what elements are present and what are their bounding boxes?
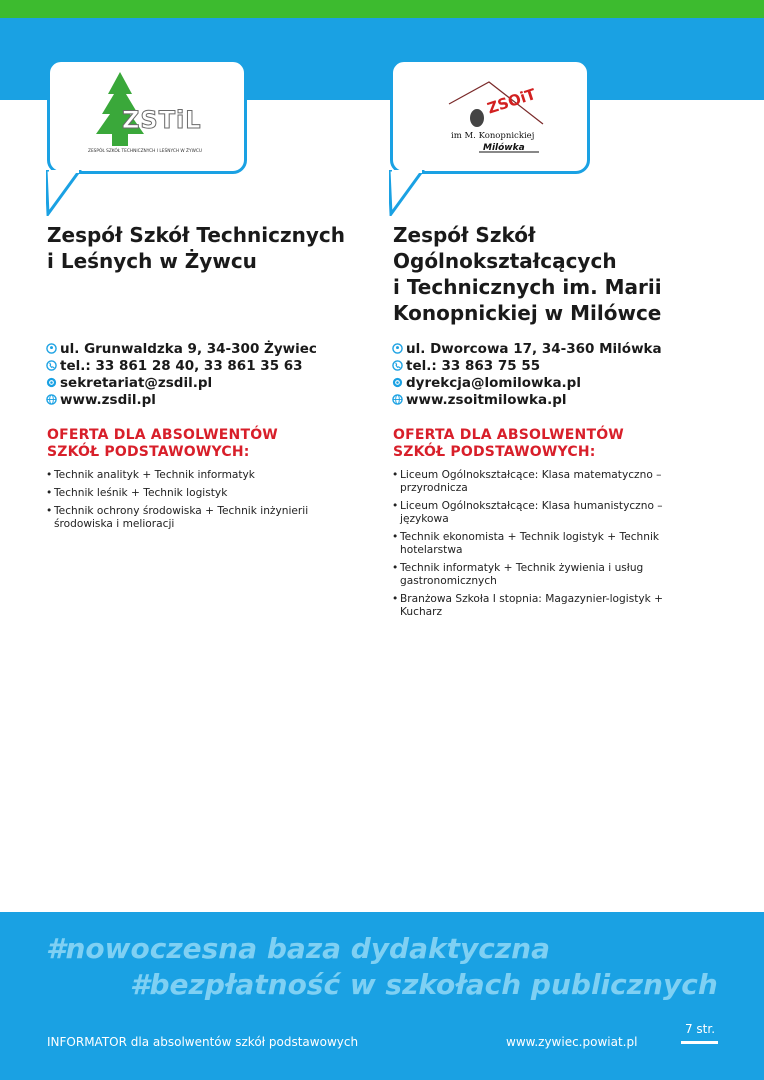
school-name-line: Konopnickiej w Milówce (393, 301, 662, 325)
zsoit-logo-line2: Milówka (483, 143, 525, 153)
portrait-icon (470, 109, 484, 127)
phone-text: tel.: 33 863 75 55 (406, 358, 541, 374)
globe-icon (46, 394, 57, 405)
contacts-right (392, 341, 662, 409)
offer-list-left (46, 469, 346, 536)
school-name-left (47, 222, 345, 274)
logo-bubble-right (390, 59, 590, 174)
footer-url-link[interactable]: www.zywiec.powiat.pl (506, 1035, 638, 1049)
location-pin-icon (392, 343, 403, 354)
list-item: • Liceum Ogólnokształcące: Klasa matematyczno – przyrodnicza (392, 469, 712, 495)
list-item: • Technik informatyk + Technik żywienia i usług gastronomicznych (392, 562, 712, 588)
offer-title-right (393, 427, 624, 461)
offer-title-line: SZKÓŁ PODSTAWOWYCH: (47, 444, 250, 460)
globe-icon (392, 394, 403, 405)
zsoit-logo-text: ZSOiT (485, 84, 538, 118)
email-icon (46, 377, 57, 388)
list-item: • Technik analityk + Technik informatyk (46, 469, 346, 482)
list-item: • Technik ochrony środowiska + Technik inżynierii środowiska i melioracji (46, 505, 346, 531)
offer-title-line: OFERTA DLA ABSOLWENTÓW (47, 427, 278, 443)
website-link[interactable]: www.zsdil.pl (60, 392, 156, 408)
tagline-1: #nowoczesna baza dydaktyczna (46, 932, 550, 965)
list-item: • Technik leśnik + Technik logistyk (46, 487, 346, 500)
list-item: • Technik ekonomista + Technik logistyk + Technik hotelarstwa (392, 531, 712, 557)
zsoit-logo-line1: im M. Konopnickiej (451, 131, 535, 141)
school-name-line: i Leśnych w Żywcu (47, 249, 257, 273)
offer-list-right (392, 469, 712, 624)
offer-title-left (47, 427, 278, 461)
list-item: • Liceum Ogólnokształcące: Klasa humanistyczno – językowa (392, 500, 712, 526)
phone-icon (46, 360, 57, 371)
school-name-line: Zespół Szkół Technicznych (47, 223, 345, 247)
school-name-line: Ogólnokształcących (393, 249, 617, 273)
top-green-bar (0, 0, 764, 18)
address-text: ul. Dworcowa 17, 34-360 Milówka (406, 341, 662, 357)
email-link[interactable]: sekretariat@zsdil.pl (60, 375, 213, 391)
email-link[interactable]: dyrekcja@lomilowka.pl (406, 375, 581, 391)
list-item: • Branżowa Szkoła I stopnia: Magazynier-logistyk + Kucharz (392, 593, 712, 619)
tagline-2: #bezpłatność w szkołach publicznych (130, 968, 718, 1001)
email-icon (392, 377, 403, 388)
bubble-tail-left (46, 170, 82, 216)
zstil-logo-subtext: ZESPÓŁ SZKÓŁ TECHNICZNYCH I LEŚNYCH W ŻYWCU (88, 149, 203, 154)
bubble-tail-right (389, 170, 425, 216)
phone-text: tel.: 33 861 28 40, 33 861 35 63 (60, 358, 303, 374)
offer-title-line: OFERTA DLA ABSOLWENTÓW (393, 427, 624, 443)
zstil-logo-text: ZSTiL (122, 106, 202, 134)
informator-label: INFORMATOR dla absolwentów szkół podstawowych (47, 1035, 359, 1049)
offer-title-line: SZKÓŁ PODSTAWOWYCH: (393, 444, 596, 460)
school-name-right (393, 222, 662, 326)
phone-icon (392, 360, 403, 371)
page-number-underline (681, 1041, 718, 1044)
website-link[interactable]: www.zsoitmilowka.pl (406, 392, 567, 408)
page-number: 7 str. (684, 1022, 716, 1036)
location-pin-icon (46, 343, 57, 354)
zsoit-logo (393, 62, 587, 171)
logo-bubble-left (47, 59, 247, 174)
school-name-line: i Technicznych im. Marii (393, 275, 662, 299)
address-text: ul. Grunwaldzka 9, 34-300 Żywiec (60, 341, 317, 357)
contacts-left (46, 341, 317, 409)
school-name-line: Zespół Szkół (393, 223, 536, 247)
zstil-logo (50, 62, 244, 171)
